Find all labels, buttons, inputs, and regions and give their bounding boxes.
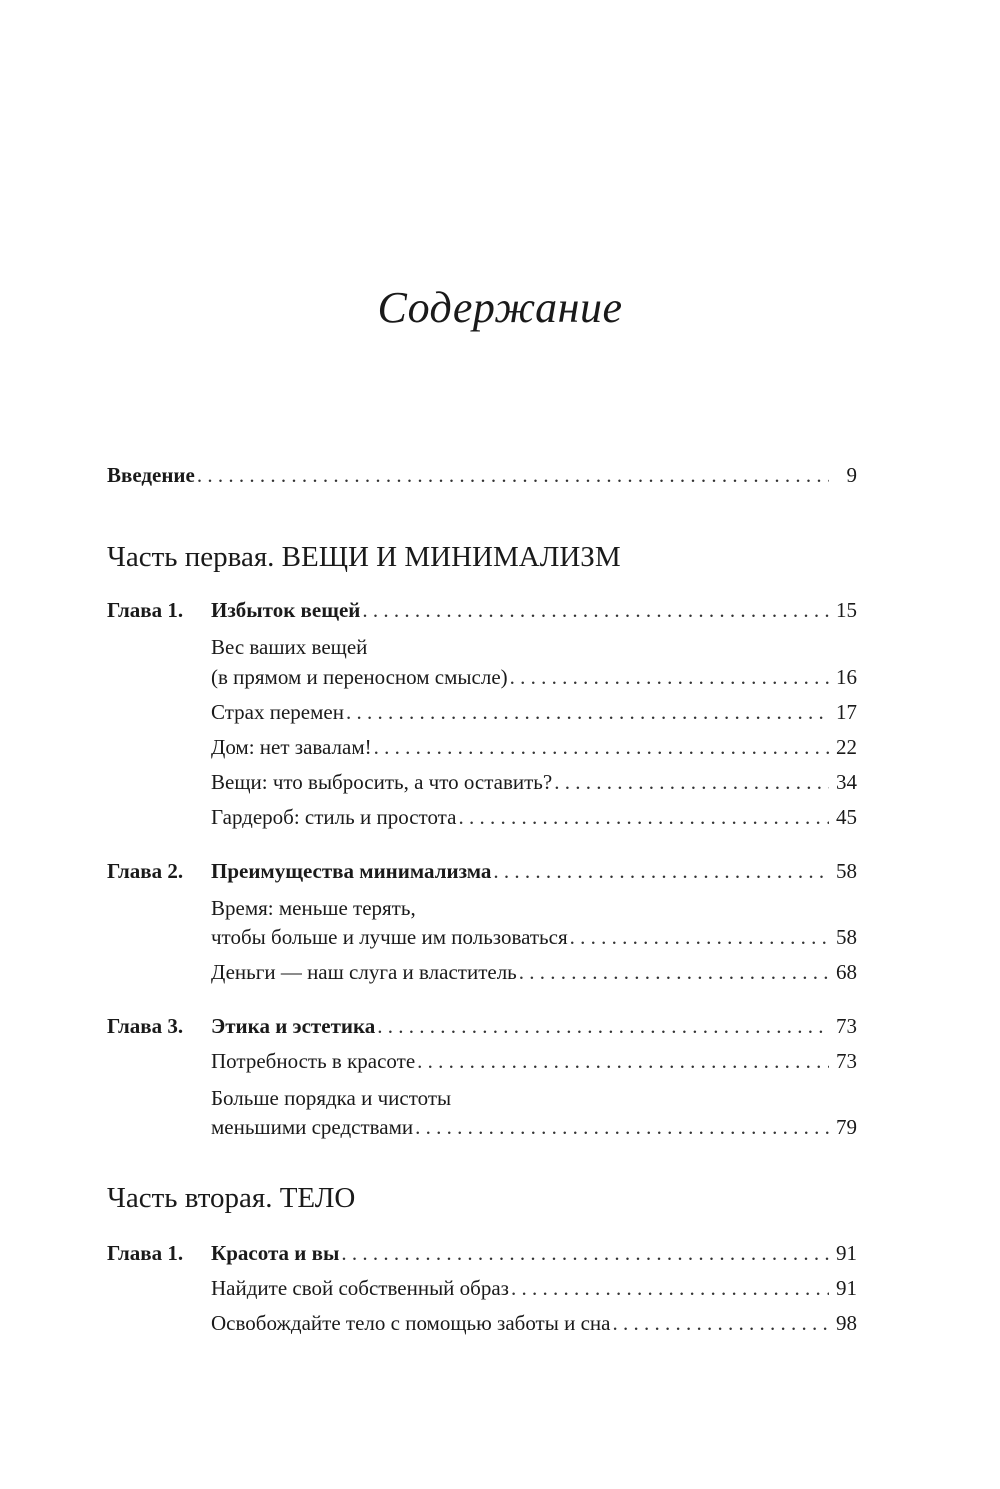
toc-chapter-2[interactable]: [107, 858, 857, 885]
toc-chapter-1[interactable]: [107, 1240, 857, 1267]
chapter-number: Глава 3.: [107, 1014, 184, 1038]
dot-leader: [554, 769, 829, 796]
dot-leader: [519, 959, 829, 986]
toc-entry[interactable]: [107, 699, 857, 726]
toc-chapter-1[interactable]: [107, 597, 857, 624]
toc-entry-label: Найдите свой собственный образ: [211, 1276, 509, 1300]
toc-page-number: 15: [836, 598, 857, 622]
toc-entry-label: Этика и эстетика: [211, 1014, 376, 1038]
toc-page-number: 45: [836, 805, 857, 829]
toc-page-number: 73: [836, 1014, 857, 1038]
dot-leader: [493, 858, 829, 885]
toc-page-number: 91: [836, 1276, 857, 1300]
toc-entry-label: Введение: [107, 463, 195, 487]
dot-leader: [415, 1114, 829, 1141]
dot-leader: [511, 1275, 829, 1302]
toc-entry-label: Потребность в красоте: [211, 1049, 416, 1073]
toc-page-number: 17: [836, 700, 857, 724]
toc-entry[interactable]: [107, 1310, 857, 1337]
dot-leader: [510, 664, 829, 691]
toc-entry[interactable]: [107, 1114, 857, 1141]
toc-page-number: 16: [836, 665, 857, 689]
toc-entry-label: Страх перемен: [211, 700, 344, 724]
toc-entry-label: Вещи: что выбросить, а что оставить?: [211, 770, 553, 794]
chapter-number: Глава 1.: [107, 1241, 184, 1265]
toc-page-number: 58: [836, 859, 857, 883]
toc-entry[interactable]: [107, 1275, 857, 1302]
toc-entry-intro[interactable]: [107, 462, 857, 489]
toc-entry-label: Деньги — наш слуга и властитель: [211, 960, 517, 984]
toc-entry[interactable]: [107, 769, 857, 796]
toc-entry-label: Преимущества минимализма: [211, 859, 492, 883]
dot-leader: [341, 1240, 829, 1267]
dot-leader: [362, 597, 829, 624]
dot-leader: [197, 462, 829, 489]
toc-page-number: 68: [836, 960, 857, 984]
chapter-number: Глава 2.: [107, 859, 184, 883]
toc-entry[interactable]: [107, 664, 857, 691]
dot-leader: [458, 804, 829, 831]
toc-entry-line: Вес ваших вещей: [211, 635, 368, 659]
toc-entry[interactable]: [107, 734, 857, 761]
dot-leader: [612, 1310, 829, 1337]
toc-page-number: 22: [836, 735, 857, 759]
toc-page-number: 34: [836, 770, 857, 794]
dot-leader: [377, 1013, 829, 1040]
toc-entry-label: меньшими средствами: [211, 1115, 414, 1139]
part-heading-2: Часть вторая. ТЕЛО: [107, 1182, 356, 1214]
toc-entry[interactable]: [107, 1048, 857, 1075]
toc-entry-line: Время: меньше терять,: [211, 896, 416, 920]
toc-entry[interactable]: [107, 804, 857, 831]
toc-page-number: 79: [836, 1115, 857, 1139]
chapter-number: Глава 1.: [107, 598, 184, 622]
toc-page-number: 73: [836, 1049, 857, 1073]
toc-entry-label: Гардероб: стиль и простота: [211, 805, 457, 829]
toc-page-number: 58: [836, 925, 857, 949]
toc-page-number: 98: [836, 1311, 857, 1335]
dot-leader: [570, 924, 829, 951]
dot-leader: [346, 699, 829, 726]
toc-entry-label: Освобождайте тело с помощью заботы и сна: [211, 1311, 611, 1335]
toc-page-number: 91: [836, 1241, 857, 1265]
toc-entry-label: (в прямом и переносном смысле): [211, 665, 508, 689]
toc-page-number: 9: [846, 463, 857, 487]
dot-leader: [417, 1048, 829, 1075]
page-title: Содержание: [377, 283, 623, 332]
part-heading-1: Часть первая. ВЕЩИ И МИНИМАЛИЗМ: [107, 541, 621, 573]
toc-entry-line: Больше порядка и чистоты: [211, 1086, 452, 1110]
toc-entry[interactable]: [107, 924, 857, 951]
toc-entry[interactable]: [107, 959, 857, 986]
toc-entry-label: Красота и вы: [211, 1241, 340, 1265]
toc-chapter-3[interactable]: [107, 1013, 857, 1040]
toc-entry-label: Избыток вещей: [211, 598, 361, 622]
toc-entry-label: чтобы больше и лучше им пользоваться: [211, 925, 568, 949]
toc-entry-label: Дом: нет завалам!: [211, 735, 372, 759]
dot-leader: [374, 734, 829, 761]
